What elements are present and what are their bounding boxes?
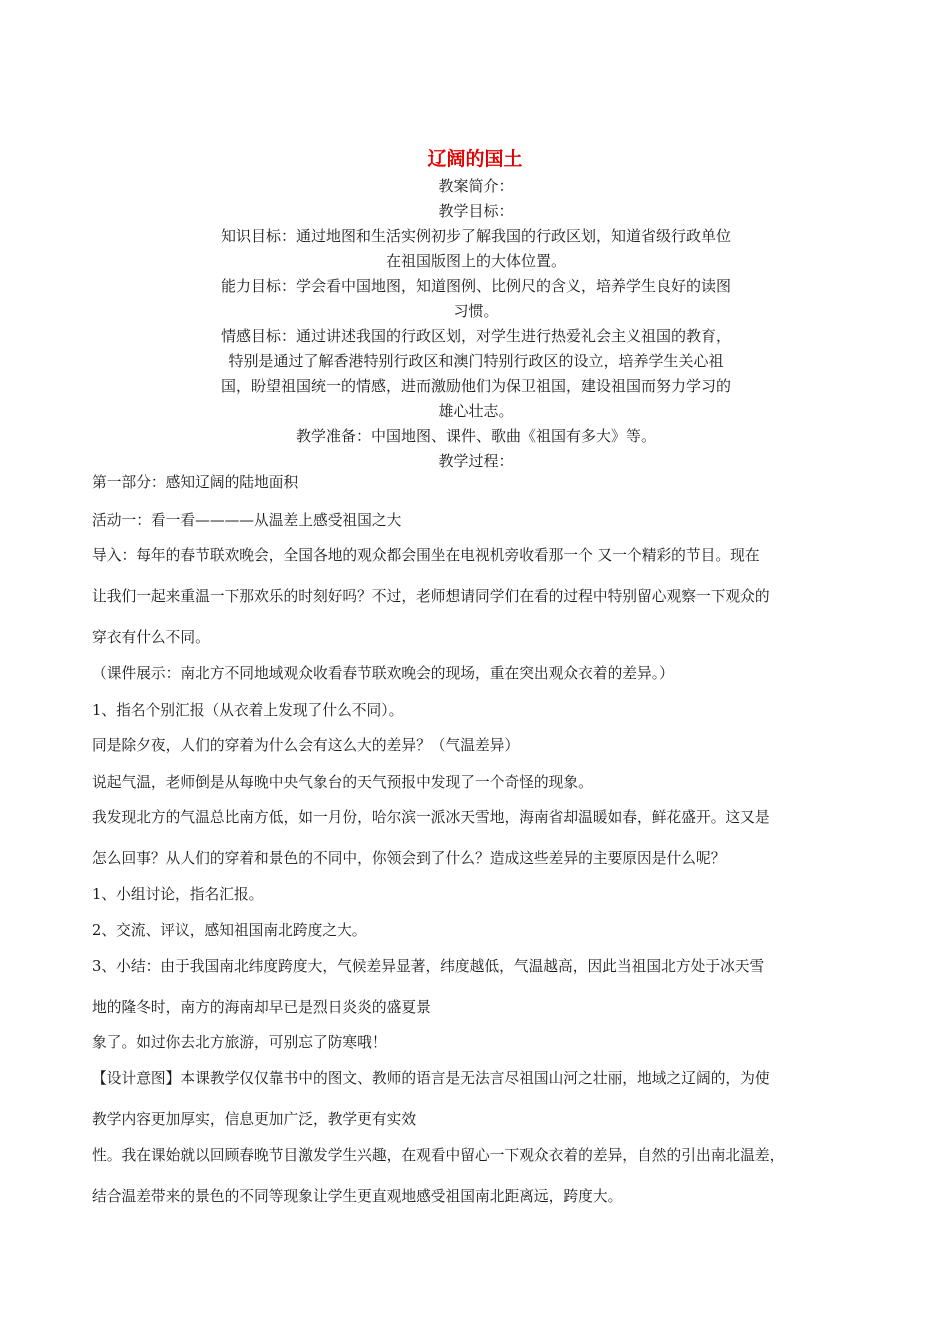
intro-line: 教学准备：中国地图、课件、歌曲《祖国有多大》等。 [295, 427, 656, 445]
body-line: 让我们一起来重温一下那欢乐的时刻好吗？不过，老师想请同学们在看的过程中特别留心观察一下观众的 [92, 587, 770, 605]
body-line: 活动一：看一看————从温差上感受祖国之大 [92, 511, 402, 529]
body-line: 穿衣有什么不同。 [92, 628, 210, 646]
intro-line: 特别是通过了解香港特别行政区和澳门特别行政区的设立，培养学生关心祖 [228, 352, 724, 370]
body-line: 性。我在课始就以回顾春晚节目激发学生兴趣，在观看中留心一下观众衣着的差异，自然的引出南北温差， [92, 1146, 785, 1164]
body-line: 【设计意图】本课教学仅仅靠书中的图文、教师的语言是无法言尽祖国山河之壮丽，地域之辽阔的，为使 [92, 1069, 770, 1087]
body-line: 1、指名个别汇报（从衣着上发现了什么不同）。 [92, 701, 404, 719]
body-line: 教学内容更加厚实，信息更加广泛，教学更有实效 [92, 1110, 417, 1128]
intro-line: 习惯。 [453, 302, 499, 320]
intro-line: 情感目标：通过讲述我国的行政区划，对学生进行热爱礼会主义祖国的教育， [220, 327, 731, 345]
intro-line: 能力目标：学会看中国地图，知道图例、比例尺的含义，培养学生良好的读图 [220, 277, 731, 295]
body-line: 象了。如过你去北方旅游，可别忘了防寒哦！ [92, 1033, 387, 1051]
body-line: 怎么回事？从人们的穿着和景色的不同中，你领会到了什么？造成这些差异的主要原因是什么呢？ [92, 849, 726, 867]
intro-line: 教学过程： [438, 452, 514, 470]
body-line: 我发现北方的气温总比南方低，如一月份，哈尔滨一派冰天雪地，海南省却温暖如春，鲜花盛开。这又是 [92, 808, 770, 826]
page-title: 辽阔的国土 [427, 148, 523, 170]
intro-line: 在祖国版图上的大体位置。 [385, 252, 566, 270]
body-line: 第一部分：感知辽阔的陆地面积 [92, 473, 299, 491]
intro-line: 知识目标：通过地图和生活实例初步了解我国的行政区划，知道省级行政单位 [220, 227, 731, 245]
body-line: （课件展示：南北方不同地域观众收看春节联欢晚会的现场，重在突出观众衣着的差异。） [92, 664, 674, 682]
intro-line: 国，盼望祖国统一的情感，进而激励他们为保卫祖国，建设祖国而努力学习的 [220, 377, 731, 395]
lesson-intro [185, 174, 767, 474]
body-line: 3、小结：由于我国南北纬度跨度大，气候差异显著，纬度越低，气温越高，因此当祖国北方处于冰天雪 [92, 957, 765, 975]
body-line: 地的隆冬时，南方的海南却早已是烈日炎炎的盛夏景 [92, 998, 431, 1016]
body-line: 导入：每年的春节联欢晚会，全国各地的观众都会围坐在电视机旁收看那一个 又一个精彩的节目。现在 [92, 546, 760, 564]
intro-line: 雄心壮志。 [438, 402, 514, 420]
body-line: 说起气温，老师倒是从每晚中央气象台的天气预报中发现了一个奇怪的现象。 [92, 773, 593, 791]
body-line: 1、小组讨论，指名汇报。 [92, 885, 264, 903]
body-line: 结合温差带来的景色的不同等现象让学生更直观地感受祖国南北距离远，跨度大。 [92, 1187, 623, 1205]
intro-line: 教案简介： [438, 177, 514, 195]
body-line: 2、交流、评议，感知祖国南北跨度之大。 [92, 921, 367, 939]
body-line: 同是除夕夜，人们的穿着为什么会有这么大的差异？（气温差异） [92, 736, 520, 754]
intro-line: 教学目标： [438, 202, 514, 220]
